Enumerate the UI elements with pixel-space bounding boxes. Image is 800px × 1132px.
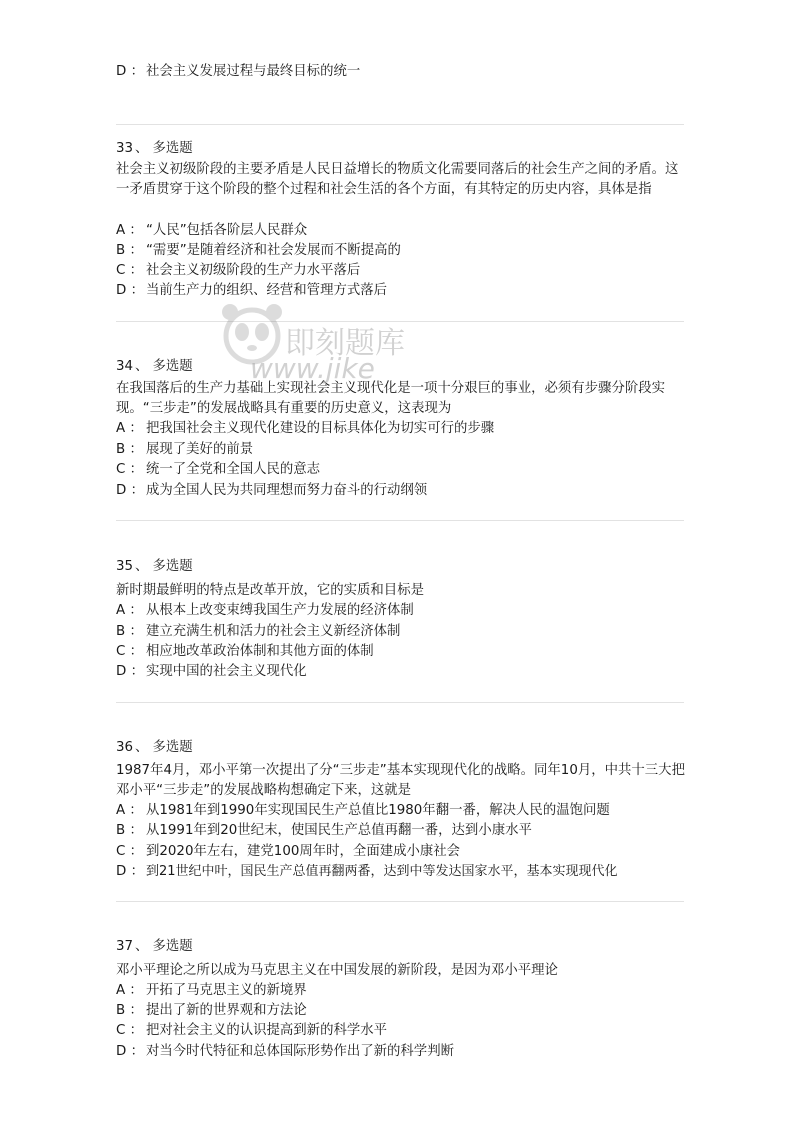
option-letter: D ： xyxy=(116,64,144,79)
question-separator: 、 xyxy=(135,740,149,755)
option-b[interactable] xyxy=(116,241,401,261)
option-text: 把我国社会主义现代化建设的目标具体化为切实可行的步骤 xyxy=(146,421,495,436)
option-c[interactable] xyxy=(116,460,320,480)
option-letter: A ： xyxy=(116,803,143,818)
option-a[interactable] xyxy=(116,221,307,241)
option-letter: C ： xyxy=(116,462,143,477)
divider xyxy=(116,520,684,521)
question-type: 多选题 xyxy=(152,141,193,156)
divider xyxy=(116,124,684,125)
option-d[interactable] xyxy=(116,62,360,82)
question-type: 多选题 xyxy=(152,559,193,574)
option-c[interactable] xyxy=(116,642,374,662)
option-letter: A ： xyxy=(116,421,143,436)
question-stem: 社会主义初级阶段的主要矛盾是人民日益增长的物质文化需要同落后的社会生产之间的矛盾。这一矛盾贯穿于这个阶段的整个过程和社会生活的各个方面，有其特定的历史内容，具体是指 xyxy=(116,162,679,197)
question-number: 33 xyxy=(116,141,134,156)
question-separator: 、 xyxy=(135,141,149,156)
question-stem: 邓小平理论之所以成为马克思主义在中国发展的新阶段，是因为邓小平理论 xyxy=(116,963,558,978)
watermark-brand: 即刻题库 xyxy=(285,326,405,361)
option-text: 统一了全党和全国人民的意志 xyxy=(146,462,321,477)
question-33-header xyxy=(116,139,193,159)
question-37-header xyxy=(116,937,193,957)
question-type: 多选题 xyxy=(152,359,193,374)
option-c[interactable] xyxy=(116,842,460,862)
option-b[interactable] xyxy=(116,1001,307,1021)
option-text: 开拓了马克思主义的新境界 xyxy=(146,983,307,998)
option-letter: A ： xyxy=(116,983,143,998)
question-stem: 在我国落后的生产力基础上实现社会主义现代化是一项十分艰巨的事业，必须有步骤分阶段实现。“三步走”的发展战略具有重要的历史意义，这表现为 xyxy=(116,381,666,416)
option-a[interactable] xyxy=(116,801,610,821)
option-a[interactable] xyxy=(116,419,494,439)
option-c[interactable] xyxy=(116,1021,387,1041)
option-d[interactable] xyxy=(116,862,618,882)
question-number: 34 xyxy=(116,359,134,374)
option-letter: C ： xyxy=(116,263,143,278)
option-letter: D ： xyxy=(116,1044,144,1059)
option-text: 到2020年左右，建党100周年时，全面建成小康社会 xyxy=(146,844,461,859)
option-text: 到21世纪中叶，国民生产总值再翻两番，达到中等发达国家水平，基本实现现代化 xyxy=(146,864,618,879)
option-text: 相应地改革政治体制和其他方面的体制 xyxy=(146,644,374,659)
option-letter: D ： xyxy=(116,664,144,679)
option-letter: C ： xyxy=(116,844,143,859)
question-36-header xyxy=(116,738,193,758)
option-letter: B ： xyxy=(116,624,143,639)
question-stem: 新时期最鲜明的特点是改革开放，它的实质和目标是 xyxy=(116,583,424,598)
option-letter: B ： xyxy=(116,243,143,258)
divider xyxy=(116,901,684,902)
option-letter: A ： xyxy=(116,603,143,618)
option-letter: C ： xyxy=(116,644,143,659)
option-letter: C ： xyxy=(116,1023,143,1038)
watermark-url: www.jike xyxy=(250,352,375,385)
option-letter: D ： xyxy=(116,283,144,298)
question-type: 多选题 xyxy=(152,939,193,954)
option-text: 社会主义初级阶段的生产力水平落后 xyxy=(146,263,361,278)
option-text: 建立充满生机和活力的社会主义新经济体制 xyxy=(146,624,401,639)
question-number: 35 xyxy=(116,559,134,574)
option-text: 把对社会主义的认识提高到新的科学水平 xyxy=(146,1023,388,1038)
option-text: 成为全国人民为共同理想而努力奋斗的行动纲领 xyxy=(146,483,428,498)
question-stem: 1987年4月，邓小平第一次提出了分“三步走”基本实现现代化的战略。同年10月，中共十三大把邓小平“三步走”的发展战略构想确定下来，这就是 xyxy=(116,763,685,798)
option-c[interactable] xyxy=(116,261,360,281)
option-letter: A ： xyxy=(116,223,143,238)
question-separator: 、 xyxy=(135,359,149,374)
option-text: “需要”是随着经济和社会发展而不断提高的 xyxy=(146,243,401,258)
option-d[interactable] xyxy=(116,481,427,501)
option-text: 实现中国的社会主义现代化 xyxy=(146,664,307,679)
question-34-header xyxy=(116,357,193,377)
option-text: 从1981年到1990年实现国民生产总值比1980年翻一番，解决人民的温饱问题 xyxy=(146,803,610,818)
divider xyxy=(116,702,684,703)
question-number: 36 xyxy=(116,740,134,755)
option-text: 社会主义发展过程与最终目标的统一 xyxy=(146,64,361,79)
question-separator: 、 xyxy=(135,939,149,954)
question-separator: 、 xyxy=(135,559,149,574)
option-letter: D ： xyxy=(116,483,144,498)
option-letter: D ： xyxy=(116,864,144,879)
option-d[interactable] xyxy=(116,281,387,301)
option-text: “人民”包括各阶层人民群众 xyxy=(146,223,308,238)
question-number: 37 xyxy=(116,939,134,954)
option-a[interactable] xyxy=(116,601,414,621)
question-35-header xyxy=(116,557,193,577)
option-text: 当前生产力的组织、经营和管理方式落后 xyxy=(146,283,388,298)
option-text: 从1991年到20世纪末，使国民生产总值再翻一番，达到小康水平 xyxy=(146,823,532,838)
option-letter: B ： xyxy=(116,442,143,457)
option-text: 展现了美好的前景 xyxy=(146,442,254,457)
option-letter: B ： xyxy=(116,823,143,838)
option-d[interactable] xyxy=(116,662,307,682)
option-text: 从根本上改变束缚我国生产力发展的经济体制 xyxy=(146,603,414,618)
option-b[interactable] xyxy=(116,622,400,642)
option-d[interactable] xyxy=(116,1042,454,1062)
option-b[interactable] xyxy=(116,440,253,460)
option-b[interactable] xyxy=(116,821,532,841)
option-text: 对当今时代特征和总体国际形势作出了新的科学判断 xyxy=(146,1044,454,1059)
option-a[interactable] xyxy=(116,981,307,1001)
option-text: 提出了新的世界观和方法论 xyxy=(146,1003,307,1018)
question-type: 多选题 xyxy=(152,740,193,755)
option-letter: B ： xyxy=(116,1003,143,1018)
